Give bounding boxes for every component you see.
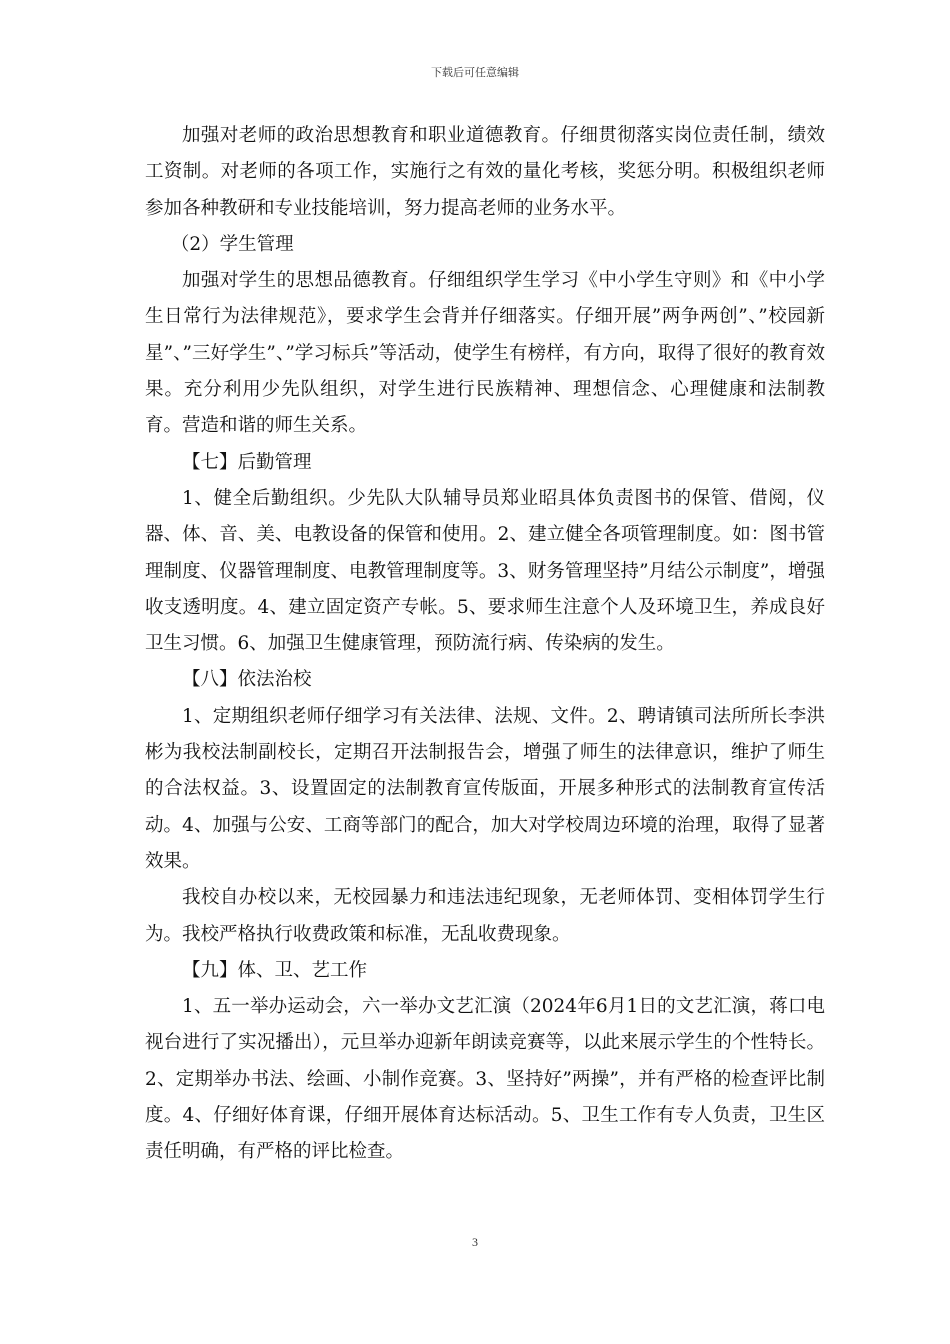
paragraph-teacher-management: 加强对老师的政治思想教育和职业道德教育。仔细贯彻落实岗位责任制，绩效工资制。对老师的各项工作，实施行之有效的量化考核，奖惩分明。积极组织老师参加各种教研和专业技能培训，努力提高老师的业务水平。 (145, 125, 825, 219)
paragraph-rule-of-law: 1、定期组织老师仔细学习有关法律、法规、文件。2、聘请镇司法所所长李洪彬为我校法制副校长，定期召开法制报告会，增强了师生的法律意识，维护了师生的合法权益。3、设置固定的法制教育宣传版面，开展多种形式的法制教育宣传活动。4、加强与公安、工商等部门的配合，加大对学校周边环境的治理，取得了显著效果。 (145, 705, 825, 872)
page-header: 下载后可任意编辑 (431, 66, 519, 79)
subheading-student-management: （2）学生管理 (170, 233, 294, 255)
paragraph-sports-health-arts: 1、五一举办运动会，六一举办文艺汇演（2024年6月1日的文艺汇演，蒋口电视台进行了实况播出），元旦举办迎新年朗读竞赛等，以此来展示学生的个性特长。2、定期举办书法、绘画、小制作竞赛。3、坚持好”两操”，并有严格的检查评比制度。4、仔细好体育课，仔细开展体育达标活动。5、卫生工作有专人负责，卫生区责任明确，有严格的评比检查。 (145, 996, 825, 1163)
heading-logistics: 【七】后勤管理 (182, 451, 312, 473)
paragraph-no-violence: 我校自办校以来，无校园暴力和违法违纪现象，无老师体罚、变相体罚学生行为。我校严格执行收费政策和标准，无乱收费现象。 (145, 887, 825, 945)
document-body (145, 118, 825, 1171)
page-number: 3 (472, 1235, 478, 1249)
heading-sports-health-arts: 【九】体、卫、艺工作 (182, 959, 368, 981)
heading-rule-of-law: 【八】依法治校 (182, 669, 312, 691)
paragraph-logistics: 1、健全后勤组织。少先队大队辅导员郑业昭具体负责图书的保管、借阅，仪器、体、音、美、电教设备的保管和使用。2、建立健全各项管理制度。如：图书管理制度、仪器管理制度、电教管理制度等。3、财务管理坚持”月结公示制度”，增强收支透明度。4、建立固定资产专帐。5、要求师生注意个人及环境卫生，养成良好卫生习惯。6、加强卫生健康管理，预防流行病、传染病的发生。 (145, 487, 825, 655)
paragraph-student-management: 加强对学生的思想品德教育。仔细组织学生学习《中小学生守则》和《中小学生日常行为法律规范》，要求学生会背并仔细落实。仔细开展”两争两创”、”校园新星”、”三好学生”、”学习标兵”等活动，使学生有榜样，有方向，取得了很好的教育效果。充分利用少先队组织，对学生进行民族精神、理想信念、心理健康和法制教育。营造和谐的师生关系。 (145, 270, 825, 437)
